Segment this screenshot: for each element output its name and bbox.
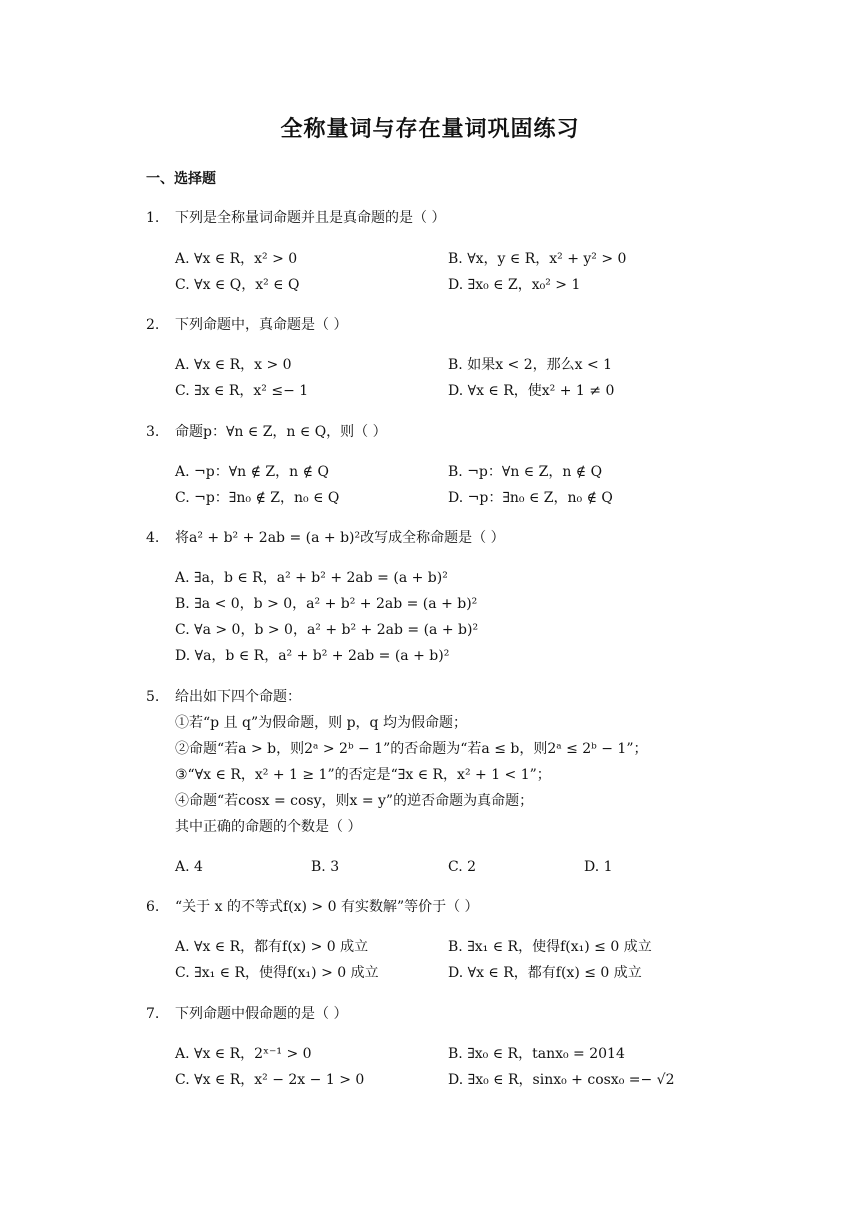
option-d: D. ¬p：∃n₀ ∈ Z，n₀ ∉ Q	[448, 490, 613, 506]
option-d: D. ∀x ∈ R，都有f(x) ≤ 0 成立	[448, 965, 642, 981]
option-c: C. ¬p：∃n₀ ∉ Z，n₀ ∈ Q	[175, 490, 340, 506]
option-a: A. ∃a，b ∈ R，a² + b² + 2ab = (a + b)²	[175, 570, 448, 586]
option-b: B. 3	[311, 859, 340, 875]
option-b: B. ∃x₁ ∈ R，使得f(x₁) ≤ 0 成立	[448, 939, 652, 955]
statement-3: ③“∀x ∈ R，x² + 1 ≥ 1”的否定是“∃x ∈ R，x² + 1 < 1”；	[175, 767, 551, 783]
question-stem: “关于 x 的不等式f(x) > 0 有实数解”等价于（ ）	[175, 899, 479, 915]
question-number: 3.	[146, 424, 160, 440]
question-number: 5.	[146, 689, 160, 705]
option-a: A. ∀x ∈ R，都有f(x) > 0 成立	[175, 939, 369, 955]
option-d: D. 1	[584, 859, 613, 875]
question-stem: 下列命题中，真命题是（ ）	[175, 317, 348, 333]
option-a: A. ∀x ∈ R，x² > 0	[175, 251, 298, 267]
question-stem: 给出如下四个命题：	[175, 689, 301, 705]
option-c: C. ∀a > 0，b > 0，a² + b² + 2ab = (a + b)²	[175, 622, 479, 638]
document-title: 全称量词与存在量词巩固练习	[280, 116, 580, 142]
question-number: 1.	[146, 210, 160, 226]
option-d: D. ∃x₀ ∈ R，sinx₀ + cosx₀ =− √2	[448, 1072, 675, 1088]
option-d: D. ∃x₀ ∈ Z，x₀² > 1	[448, 277, 581, 293]
statement-2: ②命题“若a > b，则2ᵃ > 2ᵇ − 1”的否命题为“若a ≤ b，则2ᵃ ≤ 2ᵇ − 1”；	[175, 741, 648, 757]
question-number: 7.	[146, 1006, 160, 1022]
question-number: 2.	[146, 317, 160, 333]
option-a: A. 4	[175, 859, 203, 875]
question-stem: 将a² + b² + 2ab = (a + b)²改写成全称命题是（ ）	[175, 530, 505, 546]
option-b: B. ∃a < 0，b > 0，a² + b² + 2ab = (a + b)²	[175, 596, 478, 612]
option-c: C. ∀x ∈ Q，x² ∈ Q	[175, 277, 300, 293]
option-c: C. ∀x ∈ R，x² − 2x − 1 > 0	[175, 1072, 365, 1088]
section-heading: 一、选择题	[146, 171, 216, 187]
statement-4: ④命题“若cosx = cosy，则x = y”的逆否命题为真命题；	[175, 793, 534, 809]
statement-prompt: 其中正确的命题的个数是（ ）	[175, 819, 362, 835]
option-b: B. ∀x，y ∈ R，x² + y² > 0	[448, 251, 627, 267]
option-a: A. ∀x ∈ R，2ˣ⁻¹ > 0	[175, 1046, 312, 1062]
option-b: B. ¬p：∀n ∈ Z，n ∉ Q	[448, 464, 603, 480]
question-number: 6.	[146, 899, 160, 915]
option-a: A. ¬p：∀n ∉ Z，n ∉ Q	[175, 464, 329, 480]
option-b: B. ∃x₀ ∈ R，tanx₀ = 2014	[448, 1046, 625, 1062]
question-stem: 下列是全称量词命题并且是真命题的是（ ）	[175, 210, 446, 226]
question-number: 4.	[146, 530, 160, 546]
question-stem: 命题p：∀n ∈ Z，n ∈ Q，则（ ）	[175, 424, 387, 440]
question-stem: 下列命题中假命题的是（ ）	[175, 1006, 348, 1022]
option-b: B. 如果x < 2，那么x < 1	[448, 357, 613, 373]
option-a: A. ∀x ∈ R，x > 0	[175, 357, 292, 373]
option-c: C. 2	[448, 859, 477, 875]
option-d: D. ∀a，b ∈ R，a² + b² + 2ab = (a + b)²	[175, 648, 450, 664]
statement-1: ①若“p 且 q”为假命题，则 p，q 均为假命题；	[175, 715, 467, 731]
option-c: C. ∃x₁ ∈ R，使得f(x₁) > 0 成立	[175, 965, 379, 981]
option-d: D. ∀x ∈ R，使x² + 1 ≠ 0	[448, 383, 615, 399]
option-c: C. ∃x ∈ R，x² ≤− 1	[175, 383, 309, 399]
